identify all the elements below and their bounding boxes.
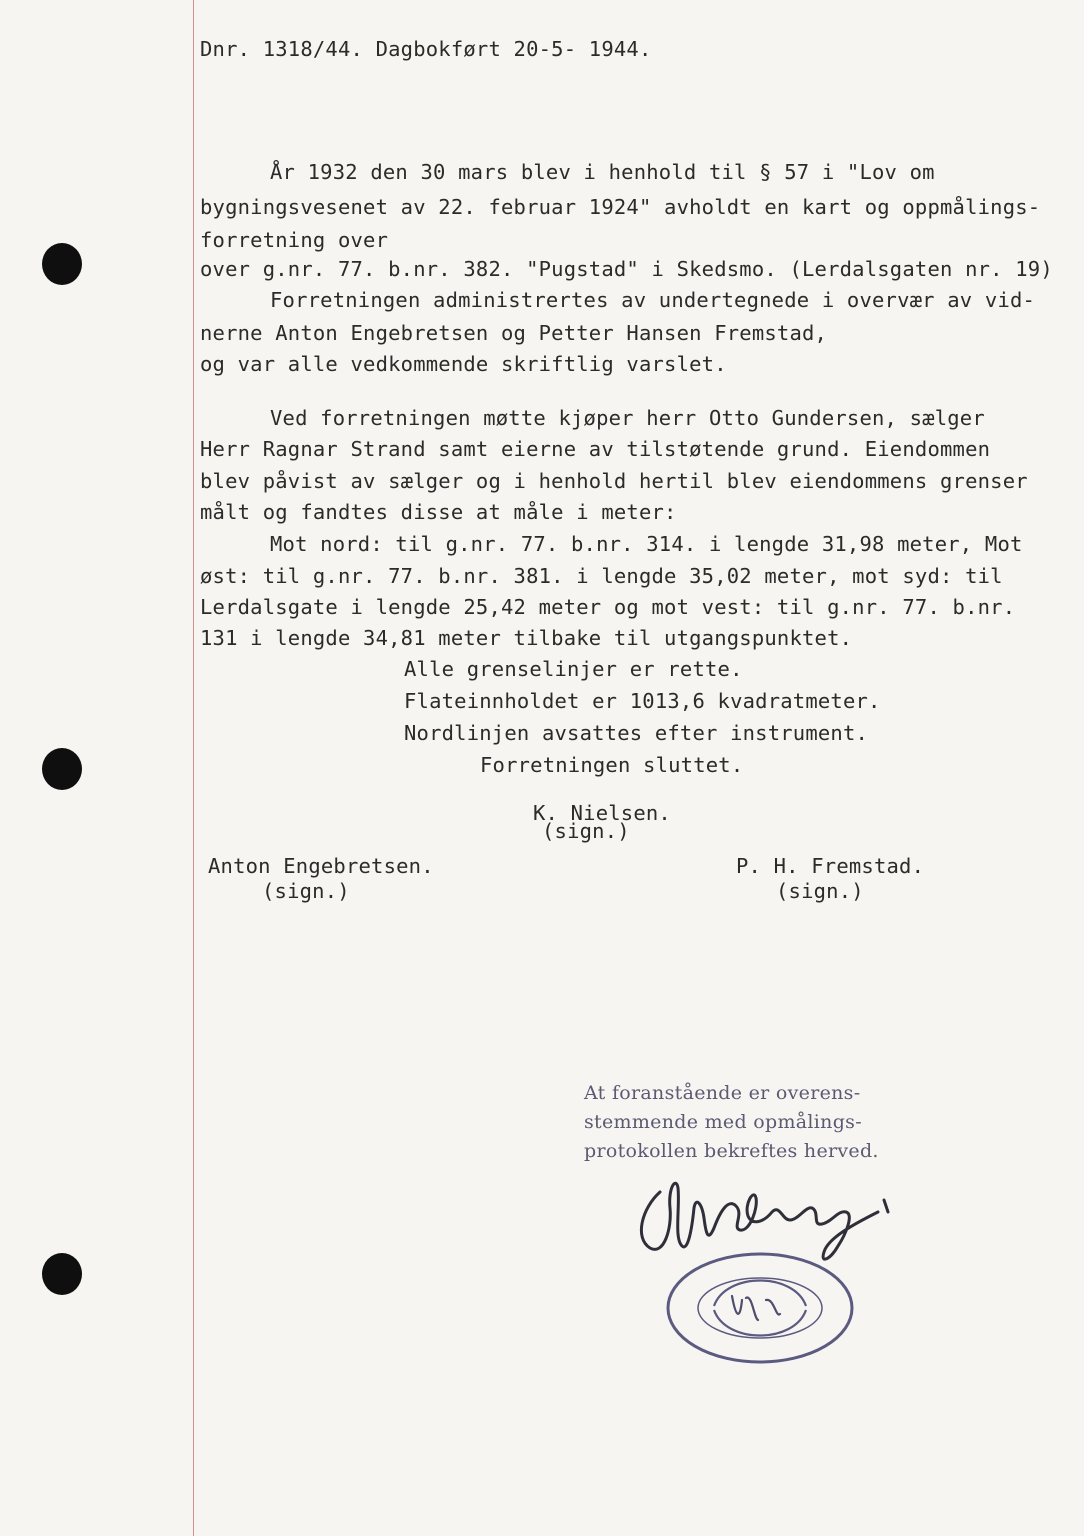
text-line: Herr Ragnar Strand samt eierne av tilstøtende grund. Eiendommen: [200, 437, 991, 461]
text-line: målt og fandtes disse at måle i meter:: [200, 500, 677, 524]
witness-name: P. H. Fremstad.: [736, 854, 925, 878]
certification-line: At foranstående er overens-: [584, 1082, 861, 1104]
punch-hole: [42, 1253, 82, 1295]
text-line: Flateinnholdet er 1013,6 kvadratmeter.: [404, 689, 881, 713]
punch-hole: [42, 748, 82, 790]
signatory-sign: (sign.): [542, 819, 630, 843]
text-line: bygningsvesenet av 22. februar 1924" avholdt en kart og oppmålings-: [200, 195, 1041, 219]
seal-stamp: [662, 1248, 858, 1368]
text-line: øst: til g.nr. 77. b.nr. 381. i lengde 35,02 meter, mot syd: til: [200, 564, 1003, 588]
text-line: Ved forretningen møtte kjøper herr Otto Gundersen, sælger: [270, 406, 985, 430]
text-line: over g.nr. 77. b.nr. 382. "Pugstad" i Skedsmo. (Lerdalsgaten nr. 19): [200, 257, 1053, 281]
text-line: Mot nord: til g.nr. 77. b.nr. 314. i lengde 31,98 meter, Mot: [270, 532, 1023, 556]
text-line: Lerdalsgate i lengde 25,42 meter og mot vest: til g.nr. 77. b.nr.: [200, 595, 1016, 619]
witness-name: Anton Engebretsen.: [208, 854, 434, 878]
text-line: Nordlinjen avsattes efter instrument.: [404, 721, 869, 745]
text-line: Forretningen sluttet.: [480, 753, 744, 777]
header-line: Dnr. 1318/44. Dagbokført 20-5- 1944.: [200, 37, 652, 61]
signatory-name: K. Nielsen.: [533, 801, 671, 825]
text-line: nerne Anton Engebretsen og Petter Hansen Fremstad,: [200, 321, 828, 345]
certification-line: protokollen bekreftes herved.: [584, 1140, 879, 1162]
text-line: Alle grenselinjer er rette.: [404, 657, 743, 681]
text-line: forretning over: [200, 228, 389, 252]
text-line: blev påvist av sælger og i henhold hertil blev eiendommens grenser: [200, 469, 1028, 493]
witness-sign: (sign.): [262, 879, 350, 903]
margin-line: [193, 0, 194, 1536]
text-line: Forretningen administrertes av undertegnede i overvær av vid-: [270, 288, 1036, 312]
text-line: og var alle vedkommende skriftlig varslet.: [200, 352, 727, 376]
text-line: 131 i lengde 34,81 meter tilbake til utgangspunktet.: [200, 626, 853, 650]
text-line: År 1932 den 30 mars blev i henhold til § 57 i "Lov om: [270, 160, 935, 184]
punch-hole: [42, 243, 82, 285]
certification-line: stemmende med opmålings-: [584, 1111, 862, 1133]
witness-sign: (sign.): [776, 879, 864, 903]
